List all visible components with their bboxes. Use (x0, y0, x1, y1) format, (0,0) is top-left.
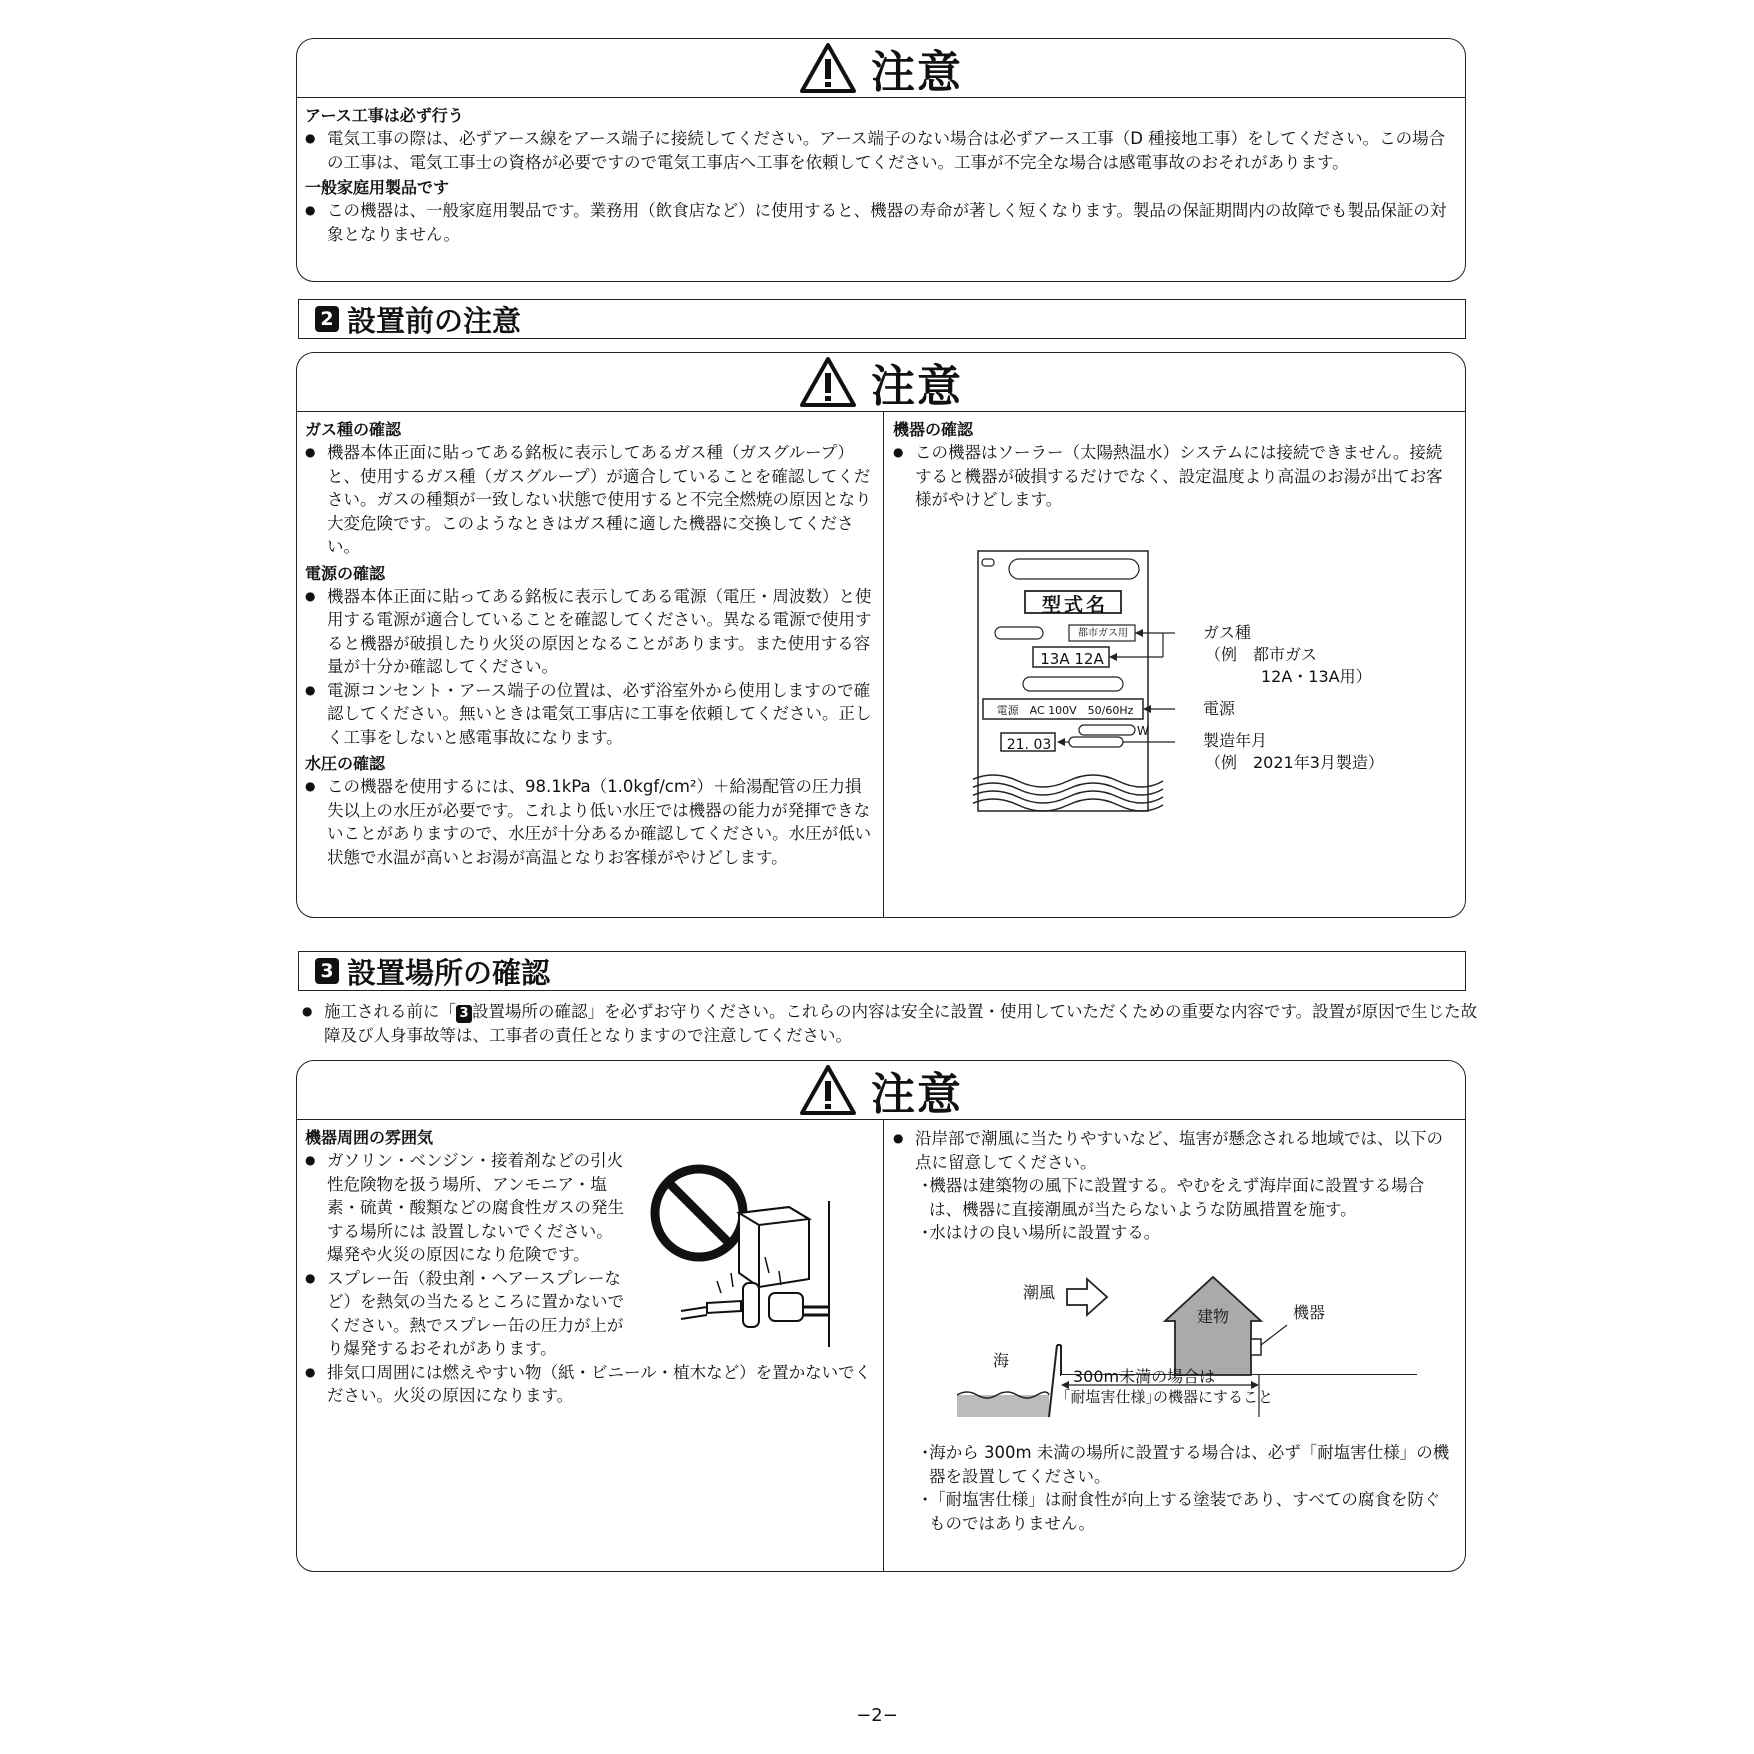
manufacture-date-label: 製造年月 (1203, 731, 1268, 750)
building-label: 建物 (1197, 1307, 1230, 1326)
device-label: 機器 (1293, 1303, 1326, 1322)
power-text-1: ● 機器本体正面に貼ってある銘板に表示してある電源（電圧・周波数）と使用する電源が適合していることを確認してください。異なる電源で使用すると機器が破損したり火災の原因となることがあります。また使用する容量が十分か確認してください。 (305, 585, 873, 679)
manufacture-date-example: （例 2021年3月製造） (1205, 753, 1384, 772)
gas-type-example-2: 12A・13A用） (1261, 667, 1372, 686)
caution-box-location (296, 1060, 1466, 1572)
caution-title: 注意 (871, 47, 963, 98)
atmosphere-text-1: ● ガソリン・ベンジン・接着剤などの引火性危険物を扱う場所、アンモニア・塩素・硫黄・酸類などの腐食性ガスの発生する場所には 設置しないでください。爆発や火災の原因になり危険です。 (305, 1149, 627, 1267)
caution-box-before-install (296, 352, 1466, 918)
distance-label-2: ｢耐塩害仕様｣の機器にすること (1063, 1388, 1274, 1406)
section-title: 設置前の注意 (347, 303, 522, 338)
coast-sub-3: ･海から 300m 未満の場所に設置する場合は、必ず「耐塩害仕様」の機器を設置してください。 (921, 1443, 1450, 1486)
power-label: 電源 (1203, 699, 1236, 718)
earth-heading: アース工事は必ず行う (305, 106, 464, 125)
plate-date-value: 21. 03 (1006, 737, 1052, 753)
water-heading: 水圧の確認 (305, 754, 386, 773)
atmosphere-heading: 機器周囲の雰囲気 (305, 1128, 434, 1147)
gas-type-label: ガス種 (1203, 623, 1252, 642)
coast-sub-1: ･機器は建築物の風下に設置する。やむをえず海岸面に設置する場合は、機器に直接潮風が当たらないような防風措置を施す。 (921, 1176, 1425, 1219)
plate-gas-value: 13A 12A (1040, 650, 1104, 668)
device-text: ● この機器はソーラー（太陽熱温水）システムには接続できません。接続すると機器が破損するだけでなく、設定温度より高温のお湯が出てお客様がやけどします。 (893, 441, 1455, 512)
caution-header (297, 1061, 1465, 1120)
warning-icon (799, 42, 857, 94)
household-text: ● この機器は、一般家庭用製品です。業務用（飲食店など）に使用すると、機器の寿命が著しく短くなります。製品の保証期間内の故障でも製品保証の対象となりません。 (305, 199, 1455, 246)
section-header-2 (298, 299, 1466, 339)
caution-title: 注意 (871, 1069, 963, 1120)
plate-watt-unit: W (1137, 724, 1149, 738)
water-text: ● この機器を使用するには、98.1kPa（1.0kgf/cm²）＋給湯配管の圧力損失以上の水圧が必要です。これより低い水圧では機器の能力が発揮できないことがありますので、水圧が十分あるか確認してください。水圧が低い状態で水温が高いとお湯が高温となりお客様がやけどします。 (305, 775, 873, 869)
rating-plate-diagram (973, 549, 1193, 839)
power-text-2: ● 電源コンセント・アース端子の位置は、必ず浴室外から使用しますので確認してください。無いときは電気工事店に工事を依頼してください。正しく工事をしないと感電事故になります。 (305, 679, 873, 750)
gas-heading: ガス種の確認 (305, 420, 402, 439)
earth-text: ● 電気工事の際は、必ずアース線をアース端子に接続してください。アース端子のない場合は必ずアース工事（D 種接地工事）をしてください。この場合の工事は、電気工事士の資格が必要ですので電気工事店へ工事を依頼してください。工事が不完全な場合は感電事故のおそれがあります。 (305, 127, 1455, 174)
gas-type-example-1: （例 都市ガス (1205, 645, 1318, 664)
power-heading: 電源の確認 (305, 563, 386, 583)
page-number: −2− (856, 1705, 898, 1726)
section3-intro: ● 施工される前に「 3 設置場所の確認」を必ずお守りください。これらの内容は安全に設置・使用していただくための重要な内容です。設置が原因で生じた故障及び人身事故等は、工事者の責任となりますので注意してください。 (302, 1000, 1486, 1047)
section-title: 設置場所の確認 (347, 955, 551, 990)
plate-power-value: 電源 AC 100V 50/60Hz (996, 704, 1134, 717)
section-number: 3 (315, 958, 339, 984)
warning-icon (799, 1064, 857, 1116)
gas-text: ● 機器本体正面に貼ってある銘板に表示してあるガス種（ガスグループ）と、使用するガス種（ガスグループ）が適合していることを確認してください。ガスの種類が一致しない状態で使用すると不完全燃焼の原因となり大変危険です。このようなときはガス種に適した機器に交換してください。 (305, 441, 873, 559)
distance-label-1: 300m未満の場合は (1073, 1367, 1216, 1386)
plate-model-name: 型式名 (1041, 594, 1108, 616)
device-heading: 機器の確認 (893, 420, 974, 439)
section-number: 2 (315, 306, 339, 332)
caution-title: 注意 (871, 361, 963, 412)
caution-header (297, 39, 1465, 98)
prohibited-hazard-illustration (647, 1161, 847, 1351)
caution-header (297, 353, 1465, 412)
coast-sub-4: ･「耐塩害仕様」は耐食性が向上する塗装であり、すべての腐食を防ぐものではありません。 (921, 1490, 1441, 1533)
atmosphere-text-3: ● 排気口周囲には燃えやすい物（紙・ビニール・植木など）を置かないでください。火災の原因になります。 (305, 1361, 873, 1408)
coast-sub-2: ･水はけの良い場所に設置する。 (921, 1223, 1161, 1242)
section-header-3 (298, 951, 1466, 991)
caution-box-earth (296, 38, 1466, 282)
household-heading: 一般家庭用製品です (305, 178, 450, 197)
atmosphere-text-2: ● スプレー缶（殺虫剤・ヘアースプレーなど）を熱気の当たるところに置かないでください。熱でスプレー缶の圧力が上がり爆発するおそれがあります。 (305, 1267, 627, 1361)
sea-label: 海 (993, 1351, 1010, 1370)
wind-label: 潮風 (1023, 1283, 1056, 1302)
warning-icon (799, 356, 857, 408)
plate-gas-tag: 都市ガス用 (1078, 628, 1128, 639)
coast-text: ● 沿岸部で潮風に当たりやすいなど、塩害が懸念される地域では、以下の点に留意してください。 (893, 1127, 1455, 1174)
